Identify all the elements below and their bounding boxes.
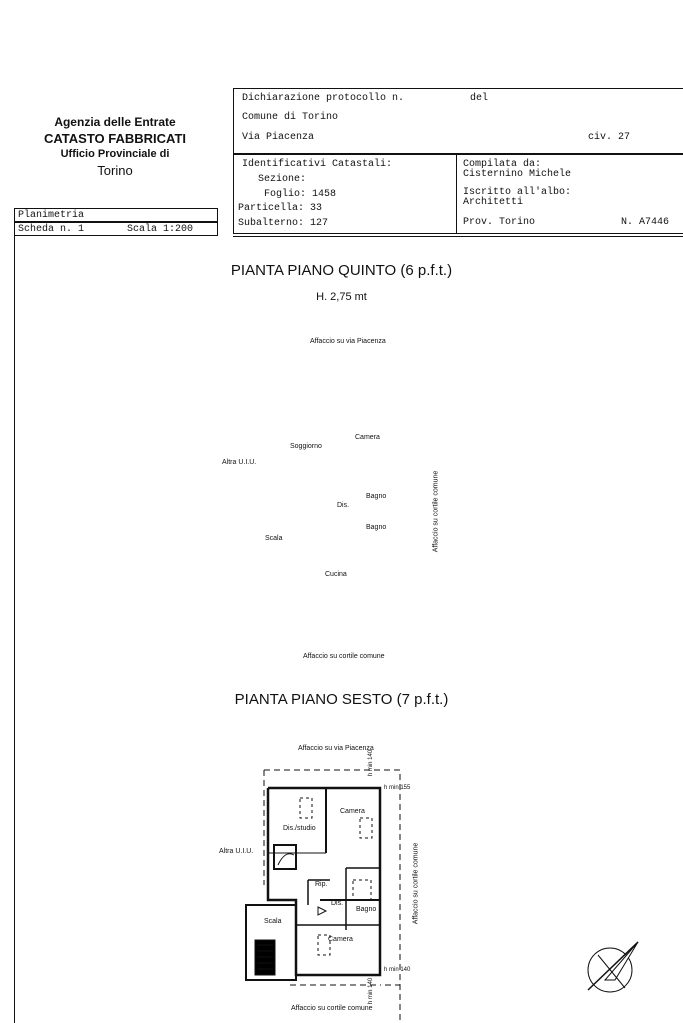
planimetria-box <box>14 208 218 222</box>
protocollo-label: Dichiarazione protocollo n. <box>242 93 405 104</box>
plan1-bottom-label: Affaccio su cortile comune <box>303 653 385 660</box>
iscritto-label: Iscritto all'albo: <box>463 187 572 198</box>
compass-icon <box>588 942 638 992</box>
plan2-h-label-3: h min 140 <box>384 967 411 973</box>
plan1-floorplan <box>0 330 683 670</box>
plan2-room-bagno: Bagno <box>356 906 377 913</box>
plan2-spiral-stair <box>274 845 296 869</box>
prov-label: Prov. Torino <box>463 217 536 228</box>
plan1-title: PIANTA PIANO QUINTO (6 p.f.t.) <box>230 262 453 279</box>
declaration-box <box>233 88 683 154</box>
plan2-room-dis: Dis. <box>331 900 344 907</box>
scheda-label: Scheda n. 1 <box>18 224 85 235</box>
plan2-room-dis-studio: Dis./studio <box>283 825 316 832</box>
plan2-h-label-4: h min 140 <box>368 977 375 1005</box>
plan1-left-label: Altra U.I.U. <box>222 459 257 466</box>
plan2-room-rip: Rip. <box>315 881 328 888</box>
plan2-room-scala: Scala <box>264 918 282 925</box>
plan1-room-scala: Scala <box>265 535 283 542</box>
plan2-arrow-icon <box>318 907 326 915</box>
albo-number: N. A7446 <box>621 217 670 228</box>
office-label: Ufficio Provinciale di <box>60 148 170 160</box>
catasto-title: CATASTO FABBRICATI <box>43 131 187 146</box>
plan2-room-camera-1: Camera <box>340 808 365 815</box>
plan2-floorplan <box>0 740 683 1023</box>
plan1-room-soggiorno: Soggiorno <box>290 443 322 450</box>
del-label: del <box>470 93 489 104</box>
frame-top-border <box>233 236 683 237</box>
plan2-right-label: Affaccio su cortile comune <box>412 842 420 925</box>
plan2-top-label: Affaccio su via Piacenza <box>298 745 374 752</box>
plan1-top-label: Affaccio su via Piacenza <box>310 338 386 345</box>
plan2-room-camera-2: Camera <box>328 936 353 943</box>
identifiers-box <box>233 154 683 234</box>
identifiers-divider <box>456 155 457 233</box>
compilata-label: Compilata da: <box>463 159 542 170</box>
plan2-bottom-label: Affaccio su cortile comune <box>291 1005 373 1012</box>
plan2-left-label: Altra U.I.U. <box>219 848 254 855</box>
plan1-room-bagno-1: Bagno <box>366 493 387 500</box>
plan2-h-label-2: h min 155 <box>384 785 411 791</box>
via-label: Via Piacenza <box>242 132 315 143</box>
particella-label: Particella: 33 <box>238 203 323 214</box>
plan2-h-label-1: h min 140 <box>368 749 375 777</box>
identifiers-title: Identificativi Catastali: <box>242 159 393 170</box>
scheda-box <box>14 222 218 236</box>
plan1-right-label: Affaccio su cortile comune <box>432 470 440 553</box>
scala-label: Scala 1:200 <box>127 224 194 235</box>
plan1-room-cucina: Cucina <box>325 571 347 578</box>
plan1-room-bagno-2: Bagno <box>366 524 387 531</box>
sezione-label: Sezione: <box>258 174 307 185</box>
plan1-height: H. 2,75 mt <box>316 291 367 303</box>
civ-label: civ. 27 <box>588 132 631 143</box>
planimetria-label: Planimetria <box>18 210 85 221</box>
agency-header <box>0 110 230 179</box>
foglio-label: Foglio: 1458 <box>264 189 337 200</box>
comune-label: Comune di Torino <box>242 112 339 123</box>
subalterno-label: Subalterno: 127 <box>238 218 329 229</box>
office-city: Torino <box>97 163 133 178</box>
plan1-room-camera: Camera <box>355 434 380 441</box>
plan1-room-dis: Dis. <box>337 502 350 509</box>
plan2-title: PIANTA PIANO SESTO (7 p.f.t.) <box>234 691 449 708</box>
albo-label: Architetti <box>463 197 524 208</box>
agency-name: Agenzia delle Entrate <box>54 115 176 129</box>
compiler-name: Cisternino Michele <box>463 169 572 180</box>
